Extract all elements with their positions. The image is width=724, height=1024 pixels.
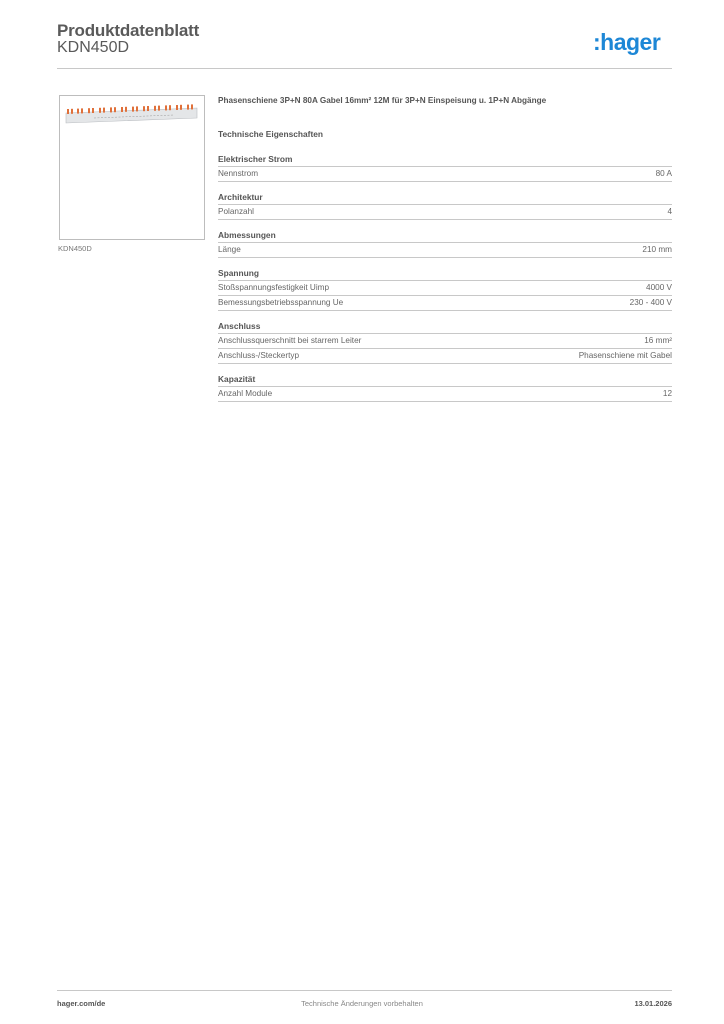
image-caption: KDN450D (58, 244, 92, 253)
header-divider (57, 68, 672, 69)
spec-value: 210 mm (642, 245, 672, 254)
spec-value: 80 A (655, 169, 672, 178)
group-title: Elektrischer Strom (218, 154, 672, 167)
spec-label: Länge (218, 245, 241, 254)
spec-row (218, 387, 672, 402)
group-title: Architektur (218, 192, 672, 205)
spec-group-abmessungen (218, 230, 672, 258)
group-title: Spannung (218, 268, 672, 281)
footer-website-link[interactable]: hager.com/de (57, 999, 106, 1008)
spec-group-kapazitaet (218, 374, 672, 402)
spec-value: 4 (667, 207, 672, 216)
section-title: Technische Eigenschaften (218, 129, 324, 139)
spec-label: Bemessungsbetriebsspannung Ue (218, 298, 344, 307)
spec-group-architektur (218, 192, 672, 220)
spec-value: 230 - 400 V (629, 298, 672, 307)
spec-group-elektrischer-strom (218, 154, 672, 182)
group-title: Anschluss (218, 321, 672, 334)
product-code: KDN450D (57, 39, 130, 56)
spec-label: Anzahl Module (218, 389, 273, 398)
spec-row (218, 205, 672, 220)
busbar-icon (64, 104, 199, 124)
spec-row (218, 243, 672, 258)
group-title: Kapazität (218, 374, 672, 387)
spec-label: Polanzahl (218, 207, 254, 216)
product-image (59, 95, 205, 240)
spec-label: Stoßspannungsfestigkeit Uimp (218, 283, 330, 292)
footer-divider (57, 990, 672, 991)
spec-row (218, 296, 672, 311)
spec-row (218, 334, 672, 349)
product-description: Phasenschiene 3P+N 80A Gabel 16mm² 12M für 3P+N Einspeisung u. 1P+N Abgänge (218, 96, 547, 105)
spec-row (218, 349, 672, 364)
spec-value: Phasenschiene mit Gabel (578, 351, 672, 360)
spec-group-anschluss (218, 321, 672, 364)
spec-label: Anschlussquerschnitt bei starrem Leiter (218, 336, 362, 345)
page-title: Produktdatenblatt (57, 21, 200, 40)
footer-date: 13.01.2026 (634, 999, 672, 1008)
spec-value: 12 (662, 389, 672, 398)
spec-row (218, 281, 672, 296)
spec-row (218, 167, 672, 182)
footer-notice: Technische Änderungen vorbehalten (301, 999, 423, 1008)
spec-content (218, 96, 672, 412)
spec-value: 4000 V (646, 283, 672, 292)
spec-group-spannung (218, 268, 672, 311)
group-title: Abmessungen (218, 230, 672, 243)
spec-label: Nennstrom (218, 169, 259, 178)
hager-logo: :hager (593, 29, 661, 55)
spec-value: 16 mm² (644, 336, 672, 345)
spec-label: Anschluss-/Steckertyp (218, 351, 299, 360)
